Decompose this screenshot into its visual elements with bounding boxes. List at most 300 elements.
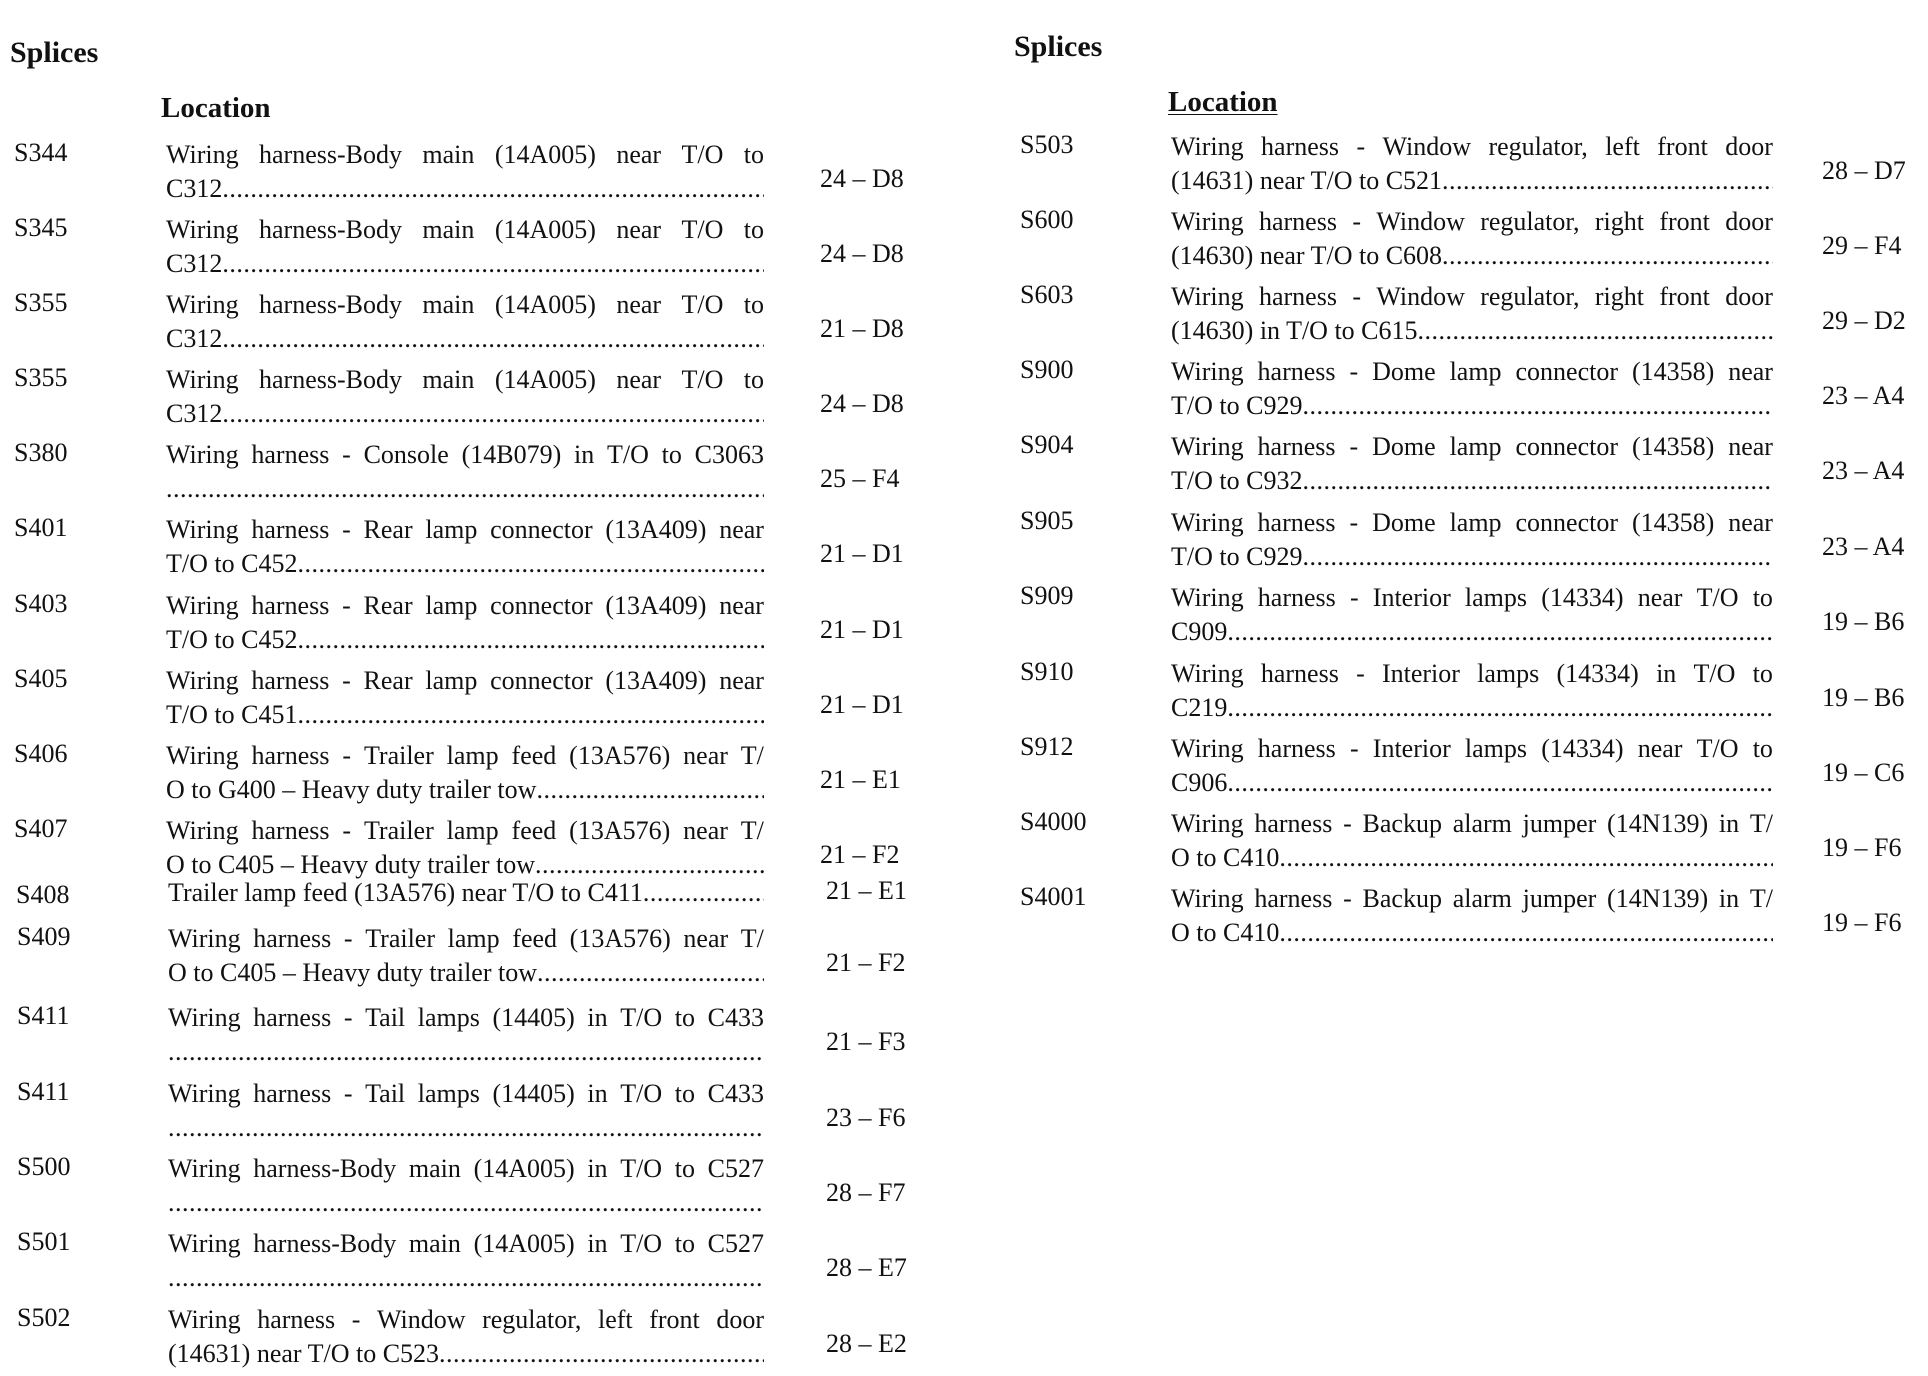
location-word: Wiring <box>168 1229 241 1258</box>
location-word: Dome <box>1372 432 1436 461</box>
location-word: front <box>1657 132 1708 161</box>
location-line-1 <box>166 438 764 472</box>
location-word: near <box>719 591 764 620</box>
location-word: Wiring <box>166 290 239 319</box>
page-reference: 21 – F2 <box>826 948 906 977</box>
splice-code: S910 <box>1020 657 1074 686</box>
page-reference: 29 – F4 <box>1822 231 1902 260</box>
splice-location <box>166 213 764 281</box>
leader-dots <box>1302 389 1773 423</box>
location-word: left <box>597 1305 633 1334</box>
location-word: - <box>1349 508 1359 537</box>
location-word: T/O <box>681 140 724 169</box>
location-line-2 <box>166 773 764 807</box>
location-word: harness-Body <box>259 215 402 244</box>
location-word: (14334) <box>1541 734 1624 763</box>
location-word: near <box>616 140 662 169</box>
location-word: Wiring <box>166 365 239 394</box>
location-word: right <box>1594 282 1644 311</box>
splice-location <box>1171 355 1773 423</box>
location-word: - <box>1343 809 1352 838</box>
location-word: T/O <box>681 215 724 244</box>
location-word: alarm <box>1452 809 1512 838</box>
leader-dots <box>537 956 764 990</box>
leader-dots <box>1442 164 1773 198</box>
location-word: T/O <box>620 1079 663 1108</box>
location-text: Trailer lamp feed (13A576) near T/O to C411 <box>168 878 643 907</box>
location-word: (14N139) <box>1607 809 1709 838</box>
location-word: to <box>743 365 764 394</box>
location-word: in <box>587 1154 608 1183</box>
location-line-2 <box>1171 841 1773 875</box>
location-word: in <box>1718 809 1740 838</box>
page-reference: 25 – F4 <box>820 464 900 493</box>
location-line-2 <box>168 1186 764 1220</box>
splice-location <box>166 513 764 581</box>
location-text: T/O to C451 <box>166 700 298 729</box>
location-word: - <box>1349 432 1359 461</box>
location-line-1 <box>166 288 764 322</box>
location-word: lamps <box>1464 734 1528 763</box>
location-word: - <box>342 816 352 845</box>
location-word: - <box>1349 357 1359 386</box>
location-word: to <box>743 140 764 169</box>
location-word: Wiring <box>1171 357 1244 386</box>
location-word: feed <box>512 924 558 953</box>
location-text: O to C405 – Heavy duty trailer tow <box>166 850 535 879</box>
location-word: harness <box>251 666 330 695</box>
leader-dots <box>168 1035 764 1069</box>
location-word: Wiring <box>166 816 239 845</box>
location-text: O to C410 <box>1171 918 1280 947</box>
location-word: harness <box>1261 132 1340 161</box>
splice-location <box>168 1303 764 1371</box>
splice-location <box>168 1077 764 1145</box>
location-word: (14334) <box>1541 583 1624 612</box>
splice-location <box>1171 882 1773 950</box>
location-word: T/ <box>1749 809 1773 838</box>
location-word: Wiring <box>168 1003 241 1032</box>
location-word: lamp <box>1449 508 1502 537</box>
location-line-2 <box>166 397 764 431</box>
location-line-1 <box>1171 430 1773 464</box>
page-reference: 19 – C6 <box>1822 758 1905 787</box>
location-line-2 <box>168 956 764 990</box>
splice-code: S501 <box>17 1227 71 1256</box>
location-word: - <box>342 515 351 544</box>
location-word: (14A005) <box>494 140 596 169</box>
location-word: (13A409) <box>605 591 707 620</box>
location-word: harness-Body <box>259 290 402 319</box>
leader-dots <box>297 698 764 732</box>
location-word: in <box>587 1079 608 1108</box>
location-word: harness <box>1257 583 1336 612</box>
location-word: Wiring <box>1171 884 1244 913</box>
location-word: Wiring <box>168 1079 241 1108</box>
location-text: C312 <box>166 249 223 278</box>
location-word: (14A005) <box>494 215 596 244</box>
location-word: C433 <box>707 1079 764 1108</box>
location-word: Wiring <box>166 515 239 544</box>
location-word: T/ <box>740 741 764 770</box>
page-reference: 21 – D1 <box>820 539 904 568</box>
page-reference: 19 – F6 <box>1822 833 1902 862</box>
location-text: T/O to C452 <box>166 625 298 654</box>
location-word: to <box>1752 734 1773 763</box>
location-word: (13A576) <box>569 816 671 845</box>
location-word: T/O <box>681 290 724 319</box>
location-line-2 <box>166 698 764 732</box>
location-word: (14A005) <box>494 290 596 319</box>
location-word: lamp <box>447 924 500 953</box>
splice-location <box>166 438 764 506</box>
page-reference: 24 – D8 <box>820 389 904 418</box>
location-text: C312 <box>166 399 223 428</box>
location-text: T/O to C452 <box>166 549 298 578</box>
location-word: jumper <box>1522 809 1597 838</box>
location-word: (14A005) <box>494 365 596 394</box>
location-text: T/O to C929 <box>1171 391 1303 420</box>
splice-code: S411 <box>17 1001 70 1030</box>
location-word: left <box>1605 132 1640 161</box>
location-text: T/O to C929 <box>1171 542 1303 571</box>
location-word: to <box>1752 583 1773 612</box>
splice-location <box>1171 807 1773 875</box>
location-word: Wiring <box>166 741 239 770</box>
location-word: lamps <box>417 1079 480 1108</box>
location-line-1 <box>166 138 764 172</box>
location-word: Backup <box>1362 884 1442 913</box>
location-line-1 <box>166 363 764 397</box>
location-word: T/O <box>681 365 724 394</box>
page-reference: 21 – E1 <box>820 765 901 794</box>
location-text: (14630) near T/O to C608 <box>1171 241 1443 270</box>
section-heading: Splices <box>10 36 99 69</box>
location-word: door <box>1725 132 1773 161</box>
location-word: Tail <box>365 1079 406 1108</box>
location-word: right <box>1594 207 1644 236</box>
location-header: Location <box>161 92 271 124</box>
page-reference: 23 – A4 <box>1822 381 1905 410</box>
location-word: connector <box>490 591 593 620</box>
location-word: T/ <box>740 816 764 845</box>
location-word: door <box>716 1305 764 1334</box>
location-word: harness <box>1258 207 1337 236</box>
location-word: T/O <box>620 1154 663 1183</box>
splice-location <box>166 288 764 356</box>
splice-code: S502 <box>17 1303 71 1332</box>
location-word: Wiring <box>1171 583 1244 612</box>
location-word: harness <box>1254 809 1333 838</box>
location-word: near <box>616 365 662 394</box>
location-line-2 <box>1171 916 1773 950</box>
location-header: Location <box>1168 86 1278 118</box>
splice-location <box>166 814 764 882</box>
location-word: main <box>408 1154 461 1183</box>
leader-dots <box>643 876 764 910</box>
location-word: Wiring <box>166 140 239 169</box>
leader-dots <box>1279 916 1773 950</box>
location-word: harness <box>1254 884 1333 913</box>
location-line-1 <box>1171 732 1773 766</box>
location-word: C433 <box>707 1003 764 1032</box>
splice-location <box>168 922 764 990</box>
splice-code: S900 <box>1020 355 1074 384</box>
splice-location <box>1171 130 1773 198</box>
location-word: - <box>343 1003 353 1032</box>
leader-dots <box>166 472 764 506</box>
location-word: harness <box>251 591 330 620</box>
location-text: T/O to C932 <box>1171 466 1303 495</box>
splice-code: S500 <box>17 1152 71 1181</box>
location-word: feed <box>511 741 557 770</box>
location-line-1 <box>1171 506 1773 540</box>
location-line-2 <box>166 623 764 657</box>
location-word: T/ <box>740 924 764 953</box>
location-word: (14358) <box>1631 432 1715 461</box>
location-line-2 <box>1171 164 1773 198</box>
page-reference: 24 – D8 <box>820 164 904 193</box>
location-word: (13A576) <box>569 741 671 770</box>
splice-code: S411 <box>17 1077 70 1106</box>
location-word: lamp <box>425 515 478 544</box>
location-word: lamp <box>446 741 499 770</box>
location-word: T/O <box>620 1003 663 1032</box>
page-reference: 23 – F6 <box>826 1103 906 1132</box>
splice-code: S355 <box>14 363 68 392</box>
location-line-2 <box>1171 691 1773 725</box>
location-word: connector <box>1515 357 1619 386</box>
leader-dots <box>536 773 764 807</box>
leader-dots <box>297 547 764 581</box>
splice-code: S4000 <box>1020 807 1087 836</box>
location-word: harness <box>253 1003 332 1032</box>
location-word: regulator, <box>482 1305 582 1334</box>
location-word: door <box>1725 282 1773 311</box>
location-word: alarm <box>1452 884 1512 913</box>
location-word: Window <box>1382 132 1472 161</box>
location-word: front <box>1659 282 1710 311</box>
location-line-1 <box>1171 657 1773 691</box>
location-word: regulator, <box>1480 282 1580 311</box>
location-word: T/ <box>1749 884 1773 913</box>
splice-code: S405 <box>14 664 68 693</box>
location-word: Console <box>363 440 449 469</box>
location-word: lamp <box>1449 357 1502 386</box>
location-word: near <box>1728 508 1773 537</box>
splice-location <box>168 1227 764 1295</box>
location-word: regulator, <box>1480 207 1580 236</box>
location-word: C527 <box>707 1154 764 1183</box>
location-word: jumper <box>1522 884 1597 913</box>
location-line-2 <box>1171 766 1773 800</box>
location-text: C312 <box>166 174 223 203</box>
splice-code: S355 <box>14 288 68 317</box>
location-line-2 <box>166 247 764 281</box>
location-word: (14358) <box>1631 357 1715 386</box>
location-word: lamp <box>1449 432 1502 461</box>
location-word: - <box>1352 282 1361 311</box>
location-line-2 <box>1171 540 1773 574</box>
page-reference: 23 – A4 <box>1822 456 1905 485</box>
location-word: near <box>683 924 729 953</box>
location-word: - <box>1349 583 1359 612</box>
location-line-2 <box>166 547 764 581</box>
location-word: Wiring <box>1171 734 1244 763</box>
location-word: lamp <box>425 591 478 620</box>
location-line-2 <box>1171 389 1773 423</box>
location-word: Wiring <box>166 215 239 244</box>
splice-code: S4001 <box>1020 882 1087 911</box>
location-word: to <box>1752 659 1773 688</box>
page-reference: 21 – D1 <box>820 615 904 644</box>
splice-code: S409 <box>17 922 71 951</box>
location-word: in <box>587 1229 608 1258</box>
location-word: regulator, <box>1488 132 1588 161</box>
location-word: - <box>1356 132 1366 161</box>
splice-location <box>1171 506 1773 574</box>
location-text: (14630) in T/O to C615 <box>1171 316 1418 345</box>
location-word: Trailer <box>363 816 434 845</box>
splice-code: S403 <box>14 589 68 618</box>
location-word: to <box>661 440 682 469</box>
location-word: T/O <box>1696 583 1739 612</box>
location-word: in <box>587 1003 608 1032</box>
location-word: (13A409) <box>605 666 707 695</box>
location-word: main <box>408 1229 461 1258</box>
leader-dots <box>439 1337 764 1371</box>
location-line-1 <box>168 1001 764 1035</box>
location-line-1 <box>166 814 764 848</box>
splice-location <box>1171 657 1773 725</box>
location-line-1 <box>1171 882 1773 916</box>
location-word: Rear <box>363 591 413 620</box>
location-word: harness-Body <box>259 140 402 169</box>
location-word: harness <box>251 741 330 770</box>
location-word: near <box>719 515 764 544</box>
location-word: harness <box>1258 282 1337 311</box>
location-word: - <box>351 1305 361 1334</box>
splice-code: S600 <box>1020 205 1074 234</box>
leader-dots <box>1302 464 1773 498</box>
page-reference: 21 – D1 <box>820 690 904 719</box>
location-word: Wiring <box>1171 809 1244 838</box>
location-word: Wiring <box>1171 432 1244 461</box>
location-word: - <box>342 666 351 695</box>
location-word: harness <box>1257 508 1336 537</box>
location-word: connector <box>490 515 593 544</box>
leader-dots <box>222 322 764 356</box>
location-line-2 <box>168 1261 764 1295</box>
location-line-1 <box>1171 205 1773 239</box>
location-word: Interior <box>1372 734 1451 763</box>
splice-location <box>168 1152 764 1220</box>
location-word: Rear <box>363 515 413 544</box>
location-line-2 <box>168 1035 764 1069</box>
page-reference: 19 – B6 <box>1822 683 1905 712</box>
splice-code: S344 <box>14 138 68 167</box>
location-word: Dome <box>1372 357 1436 386</box>
leader-dots <box>222 172 764 206</box>
splice-location <box>1171 581 1773 649</box>
leader-dots <box>1227 615 1773 649</box>
splice-location <box>1171 280 1773 348</box>
location-word: Wiring <box>166 440 239 469</box>
location-word: harness <box>253 1079 332 1108</box>
location-word: (13A576) <box>569 924 671 953</box>
leader-dots <box>1418 314 1773 348</box>
location-word: T/O <box>620 1229 663 1258</box>
location-word: - <box>1343 884 1352 913</box>
location-word: Window <box>1376 282 1465 311</box>
location-text: C312 <box>166 324 223 353</box>
leader-dots <box>297 623 764 657</box>
splice-code: S406 <box>14 739 68 768</box>
leader-dots <box>1302 540 1773 574</box>
page-reference: 21 – F3 <box>826 1027 906 1056</box>
location-word: near <box>616 215 662 244</box>
location-word: T/O <box>1696 734 1739 763</box>
location-word: connector <box>1515 508 1619 537</box>
location-word: harness <box>1257 734 1336 763</box>
location-word: harness <box>1257 432 1336 461</box>
location-word: (14A005) <box>473 1229 575 1258</box>
splice-location <box>1171 430 1773 498</box>
location-word: T/O <box>1693 659 1736 688</box>
location-word: - <box>1349 734 1359 763</box>
page-reference: 24 – D8 <box>820 239 904 268</box>
splice-code: S912 <box>1020 732 1074 761</box>
location-word: to <box>743 215 764 244</box>
location-word: - <box>1352 207 1361 236</box>
location-word: Trailer <box>363 741 434 770</box>
location-word: front <box>1659 207 1710 236</box>
location-word: C527 <box>707 1229 764 1258</box>
location-word: harness <box>257 1305 336 1334</box>
location-word: - <box>343 924 353 953</box>
page-reference: 28 – E7 <box>826 1253 907 1282</box>
location-word: near <box>1728 432 1773 461</box>
page-reference: 28 – D7 <box>1822 156 1906 185</box>
location-line-1 <box>1171 581 1773 615</box>
location-word: harness <box>251 816 330 845</box>
location-word: near <box>683 816 728 845</box>
leader-dots <box>222 247 764 281</box>
location-text: C219 <box>1171 693 1228 722</box>
location-line-2 <box>1171 314 1773 348</box>
page-reference: 28 – E2 <box>826 1329 907 1358</box>
location-line-1 <box>168 1303 764 1337</box>
location-text: (14631) near T/O to C523 <box>168 1339 440 1368</box>
location-word: (14358) <box>1631 508 1715 537</box>
page-reference: 23 – A4 <box>1822 532 1905 561</box>
location-word: main <box>422 365 475 394</box>
location-word: to <box>674 1154 695 1183</box>
location-word: connector <box>490 666 593 695</box>
location-word: near <box>616 290 662 319</box>
location-text: C906 <box>1171 768 1228 797</box>
location-word: lamp <box>446 816 499 845</box>
leader-dots <box>168 1111 764 1145</box>
location-line-1 <box>1171 280 1773 314</box>
location-line-2 <box>166 322 764 356</box>
location-word: harness <box>251 515 330 544</box>
location-word: harness <box>1260 659 1339 688</box>
location-word: Wiring <box>168 1305 241 1334</box>
splice-location <box>168 876 764 910</box>
location-word: near <box>1728 357 1773 386</box>
page-reference: 21 – F2 <box>820 840 900 869</box>
